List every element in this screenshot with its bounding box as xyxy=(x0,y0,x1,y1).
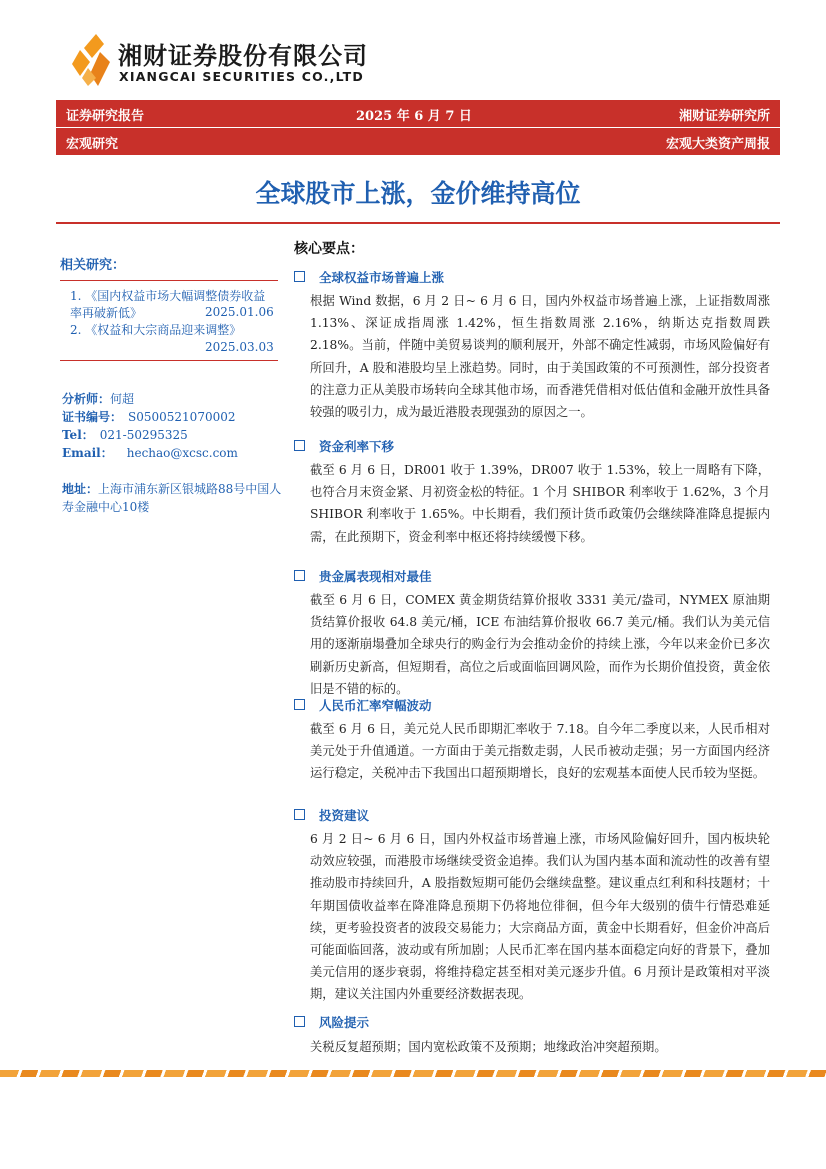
section-paragraph: 根据 Wind 数据，6 月 2 日~ 6 月 6 日，国内外权益市场普遍上涨，上证指数周涨 1.13%、深证成指周涨 1.42%，恒生指数周涨 2.16%，纳斯达克指数周跌 2.18%。当前，伴随中美贸易谈判的顺利展开，外部不确定性减弱，市场风险偏好有所回升，A 股和港股均呈上涨趋势。同时，由于美国政策的不可预测性，部分投资者的注意力正从美股市场转向全球其他市场，而香港凭借相对低估值和金融开放性具备较强的吸引力，成为最近港股表现强劲的原因之一。 xyxy=(310,294,770,420)
related-item-date: 2025.03.03 xyxy=(205,340,274,354)
section-paragraph: 截至 6 月 6 日，COMEX 黄金期货结算价报收 3331 美元/盎司，NYMEX 原油期货结算价报收 64.8 美元/桶，ICE 布油结算价报收 66.7 美元/桶。我们认为美元信用的逐渐崩塌叠加全球央行的购金行为会推动金价的持续上涨，今年以来金价已多次刷新历史新高，但短期看，高位之后或面临回调风险，而作为长期价值投资，黄金依旧是不错的标的。 xyxy=(310,593,770,696)
related-item[interactable]: 2. 《权益和大宗商品迎来调整》 xyxy=(70,323,242,337)
analyst-name: 何超 xyxy=(110,392,135,406)
section-paragraph: 关税反复超预期；国内宽松政策不及预期；地缘政治冲突超预期。 xyxy=(310,1040,667,1054)
header-bar-top xyxy=(56,100,780,127)
address-text: 上海市浦东新区银城路88号中国人寿金融中心10楼 xyxy=(62,482,282,514)
report-date: 2025 年 6 月 7 日 xyxy=(356,109,472,124)
related-research-heading: 相关研究： xyxy=(60,258,126,273)
section-heading: 风险提示 xyxy=(294,1013,369,1031)
report-type: 证券研究报告 xyxy=(66,109,145,124)
section-heading: 全球权益市场普遍上涨 xyxy=(294,268,444,286)
report-category: 宏观研究 xyxy=(66,137,119,152)
header-bar-bottom xyxy=(56,128,780,155)
tel-number: 021-50295325 xyxy=(99,428,188,442)
checkbox-bullet-icon xyxy=(294,271,305,282)
cert-line xyxy=(62,408,236,426)
checkbox-bullet-icon xyxy=(294,440,305,451)
related-item-date: 2025.01.06 xyxy=(205,305,274,319)
xiangcai-flame-logo-icon xyxy=(70,32,112,88)
title-divider xyxy=(56,222,780,224)
tel-label: Tel： xyxy=(62,428,94,442)
section-paragraph: 6 月 2 日~ 6 月 6 日，国内外权益市场普遍上涨，市场风险偏好回升，国内板块轮动效应较强，而港股市场继续受资金追捧。我们认为国内基本面和流动性的改善有望推动股市持续回升，A 股指数短期可能仍会继续盘整。建议重点红利和科技题材；十年期国债收益率在降准降息预期下仍将地位徘徊，但今年大级别的债牛行情恐难延续，更考验投资者的波段交易能力；大宗商品方面，黄金中长期看好，但金价冲高后可能面临回落，波动或有所加剧；人民币汇率在国内基本面稳定向好的背景下，叠加美元信用的逐步衰弱，将维持稳定甚至相对美元逐步升值。6 月预计是政策相对平淡期，建议关注国内外重要经济数据表现。 xyxy=(310,832,770,1002)
report-series: 宏观大类资产周报 xyxy=(665,137,770,152)
checkbox-bullet-icon xyxy=(294,699,305,710)
section-heading: 人民币汇率窄幅波动 xyxy=(294,696,432,714)
company-name-cn: 湘财证券股份有限公司 xyxy=(118,42,368,70)
section-paragraph: 截至 6 月 6 日，美元兑人民币即期汇率收于 7.18。自今年二季度以来，人民币相对美元处于升值通道。一方面由于美元指数走弱，人民币被动走强；另一方面国内经济运行稳定，关税冲击下我国出口超预期增长，良好的宏观基本面使人民币较为坚挺。 xyxy=(310,722,770,781)
related-divider-bottom xyxy=(60,360,278,361)
related-item[interactable]: 1. 《国内权益市场大幅调整债券收益率再破新低》 xyxy=(70,289,266,320)
address-label: 地址： xyxy=(62,482,99,496)
section-heading: 贵金属表现相对最佳 xyxy=(294,567,432,585)
address-line xyxy=(62,480,282,516)
analyst-line xyxy=(62,390,134,408)
related-divider-top xyxy=(60,280,278,281)
section-heading: 投资建议 xyxy=(294,806,369,824)
checkbox-bullet-icon xyxy=(294,570,305,581)
tel-line xyxy=(62,426,188,444)
checkbox-bullet-icon xyxy=(294,1016,305,1027)
analyst-label: 分析师： xyxy=(62,392,111,406)
core-points-heading: 核心要点： xyxy=(294,241,364,257)
institute-name: 湘财证券研究所 xyxy=(678,109,770,124)
footer-stripe xyxy=(0,1070,826,1077)
cert-label: 证书编号： xyxy=(62,410,123,424)
section-heading: 资金利率下移 xyxy=(294,437,394,455)
checkbox-bullet-icon xyxy=(294,809,305,820)
email-address[interactable]: hechao@xcsc.com xyxy=(126,446,238,460)
company-name-en: XIANGCAI SECURITIES CO.,LTD xyxy=(119,69,364,84)
email-line xyxy=(62,444,238,462)
report-title: 全球股市上涨，金价维持高位 xyxy=(255,179,581,208)
cert-number: S0500521070002 xyxy=(128,410,236,424)
company-logo xyxy=(70,32,400,88)
email-label: Email： xyxy=(62,446,113,460)
section-paragraph: 截至 6 月 6 日，DR001 收于 1.39%，DR007 收于 1.53%，较上一周略有下降，也符合月末资金紧、月初资金松的特征。1 个月 SHIBOR 利率收于 1.62%，3 个月 SHIBOR 利率收于 1.65%。中长期看，我们预计货币政策仍会继续降准降息提振内需，在此预期下，资金利率中枢还将持续缓慢下移。 xyxy=(310,463,770,544)
